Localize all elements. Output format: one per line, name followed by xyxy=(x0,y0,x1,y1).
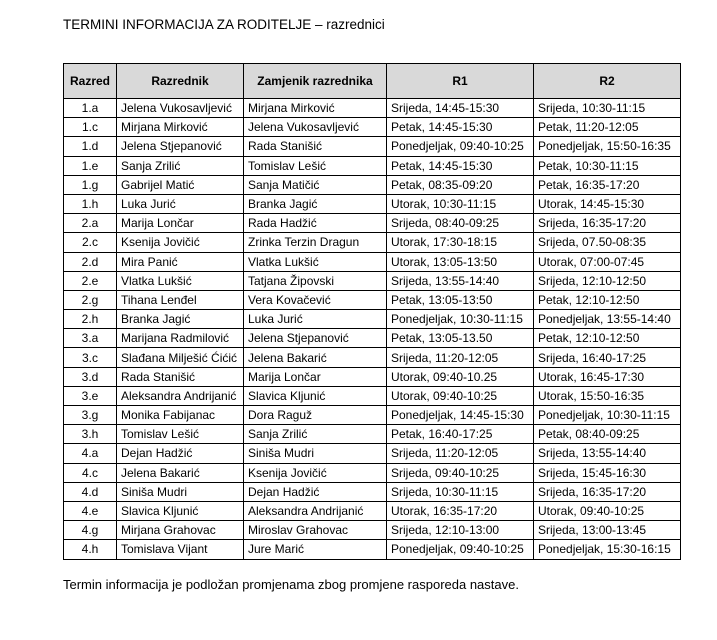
cell-r2: Petak, 11:20-12:05 xyxy=(534,118,681,137)
cell-razrednik: Jelena Bakarić xyxy=(117,463,244,482)
table-row xyxy=(64,118,681,137)
cell-r2: Ponedjeljak, 15:30-16:15 xyxy=(534,540,681,559)
cell-r2: Petak, 16:35-17:20 xyxy=(534,175,681,194)
cell-zamjenik: Mirjana Mirković xyxy=(244,99,387,118)
table-row xyxy=(64,501,681,520)
cell-zamjenik: Sanja Matičić xyxy=(244,175,387,194)
cell-zamjenik: Branka Jagić xyxy=(244,194,387,213)
cell-zamjenik: Dora Raguž xyxy=(244,406,387,425)
cell-razred: 2.e xyxy=(64,271,117,290)
cell-zamjenik: Jelena Stjepanović xyxy=(244,329,387,348)
cell-r1: Srijeda, 11:20-12:05 xyxy=(387,348,534,367)
table-row xyxy=(64,482,681,501)
cell-zamjenik: Dejan Hadžić xyxy=(244,482,387,501)
cell-zamjenik: Ksenija Jovičić xyxy=(244,463,387,482)
cell-razrednik: Mirjana Grahovac xyxy=(117,521,244,540)
cell-r1: Srijeda, 09:40-10:25 xyxy=(387,463,534,482)
cell-r1: Petak, 16:40-17:25 xyxy=(387,425,534,444)
cell-razrednik: Rada Stanišić xyxy=(117,367,244,386)
cell-zamjenik: Jure Marić xyxy=(244,540,387,559)
cell-r2: Srijeda, 13:00-13:45 xyxy=(534,521,681,540)
cell-razred: 3.c xyxy=(64,348,117,367)
cell-r2: Utorak, 16:45-17:30 xyxy=(534,367,681,386)
cell-razred: 3.a xyxy=(64,329,117,348)
cell-razrednik: Dejan Hadžić xyxy=(117,444,244,463)
cell-razred: 4.a xyxy=(64,444,117,463)
cell-razrednik: Tihana Lenđel xyxy=(117,290,244,309)
cell-r2: Srijeda, 16:35-17:20 xyxy=(534,482,681,501)
cell-r2: Petak, 12:10-12:50 xyxy=(534,290,681,309)
cell-razrednik: Mirjana Mirković xyxy=(117,118,244,137)
cell-r1: Utorak, 09:40-10.25 xyxy=(387,367,534,386)
cell-r1: Utorak, 17:30-18:15 xyxy=(387,233,534,252)
cell-zamjenik: Rada Stanišić xyxy=(244,137,387,156)
cell-r2: Srijeda, 16:40-17:25 xyxy=(534,348,681,367)
table-row xyxy=(64,99,681,118)
cell-zamjenik: Aleksandra Andrijanić xyxy=(244,501,387,520)
cell-zamjenik: Miroslav Grahovac xyxy=(244,521,387,540)
table-row xyxy=(64,290,681,309)
cell-zamjenik: Tatjana Žipovski xyxy=(244,271,387,290)
table-row xyxy=(64,310,681,329)
cell-r1: Utorak, 10:30-11:15 xyxy=(387,194,534,213)
cell-zamjenik: Rada Hadžić xyxy=(244,214,387,233)
cell-razred: 2.g xyxy=(64,290,117,309)
table-row xyxy=(64,425,681,444)
cell-razred: 2.c xyxy=(64,233,117,252)
cell-r1: Srijeda, 13:55-14:40 xyxy=(387,271,534,290)
table-row xyxy=(64,175,681,194)
cell-r1: Petak, 14:45-15:30 xyxy=(387,156,534,175)
table-row xyxy=(64,521,681,540)
cell-razrednik: Tomislav Lešić xyxy=(117,425,244,444)
table-row xyxy=(64,137,681,156)
cell-razrednik: Aleksandra Andrijanić xyxy=(117,386,244,405)
cell-r2: Petak, 12:10-12:50 xyxy=(534,329,681,348)
header-razred: Razred xyxy=(64,64,117,99)
cell-r2: Utorak, 07:00-07:45 xyxy=(534,252,681,271)
table-row xyxy=(64,329,681,348)
cell-zamjenik: Tomislav Lešić xyxy=(244,156,387,175)
cell-r1: Petak, 14:45-15:30 xyxy=(387,118,534,137)
cell-r2: Srijeda, 10:30-11:15 xyxy=(534,99,681,118)
cell-razrednik: Mira Panić xyxy=(117,252,244,271)
cell-r2: Srijeda, 15:45-16:30 xyxy=(534,463,681,482)
cell-razrednik: Marijana Radmilović xyxy=(117,329,244,348)
cell-razred: 2.h xyxy=(64,310,117,329)
cell-zamjenik: Luka Jurić xyxy=(244,310,387,329)
cell-zamjenik: Marija Lončar xyxy=(244,367,387,386)
cell-razrednik: Tomislava Vijant xyxy=(117,540,244,559)
cell-razred: 1.a xyxy=(64,99,117,118)
table-row xyxy=(64,156,681,175)
cell-razrednik: Luka Jurić xyxy=(117,194,244,213)
cell-r1: Petak, 13:05-13.50 xyxy=(387,329,534,348)
table-row xyxy=(64,271,681,290)
cell-razred: 1.e xyxy=(64,156,117,175)
cell-r1: Srijeda, 08:40-09:25 xyxy=(387,214,534,233)
table-body xyxy=(64,99,681,560)
cell-razred: 4.g xyxy=(64,521,117,540)
cell-r2: Ponedjeljak, 10:30-11:15 xyxy=(534,406,681,425)
cell-razred: 3.g xyxy=(64,406,117,425)
cell-r1: Srijeda, 14:45-15:30 xyxy=(387,99,534,118)
cell-r2: Petak, 10:30-11:15 xyxy=(534,156,681,175)
header-r2: R2 xyxy=(534,64,681,99)
cell-r1: Utorak, 13:05-13:50 xyxy=(387,252,534,271)
cell-r2: Ponedjeljak, 15:50-16:35 xyxy=(534,137,681,156)
cell-r1: Petak, 08:35-09:20 xyxy=(387,175,534,194)
cell-r1: Petak, 13:05-13:50 xyxy=(387,290,534,309)
cell-razrednik: Siniša Mudri xyxy=(117,482,244,501)
cell-zamjenik: Vera Kovačević xyxy=(244,290,387,309)
cell-razrednik: Jelena Stjepanović xyxy=(117,137,244,156)
cell-razrednik: Ksenija Jovičić xyxy=(117,233,244,252)
cell-razred: 1.d xyxy=(64,137,117,156)
table-row xyxy=(64,367,681,386)
cell-razred: 3.e xyxy=(64,386,117,405)
cell-r2: Srijeda, 16:35-17:20 xyxy=(534,214,681,233)
cell-razred: 3.d xyxy=(64,367,117,386)
cell-razred: 4.c xyxy=(64,463,117,482)
cell-r1: Utorak, 16:35-17:20 xyxy=(387,501,534,520)
table-header-row xyxy=(64,64,681,99)
cell-razrednik: Branka Jagić xyxy=(117,310,244,329)
schedule-table xyxy=(63,63,681,560)
cell-r2: Srijeda, 12:10-12:50 xyxy=(534,271,681,290)
cell-r2: Utorak, 15:50-16:35 xyxy=(534,386,681,405)
cell-r2: Srijeda, 13:55-14:40 xyxy=(534,444,681,463)
cell-r2: Ponedjeljak, 13:55-14:40 xyxy=(534,310,681,329)
cell-razrednik: Slađana Milješić Ćićić xyxy=(117,348,244,367)
cell-r2: Utorak, 14:45-15:30 xyxy=(534,194,681,213)
cell-r2: Srijeda, 07.50-08:35 xyxy=(534,233,681,252)
footnote: Termin informacija je podložan promjenama zbog promjene rasporeda nastave. xyxy=(63,577,519,592)
document-title: TERMINI INFORMACIJA ZA RODITELJE – razrednici xyxy=(63,17,385,32)
table-row xyxy=(64,463,681,482)
cell-zamjenik: Jelena Vukosavljević xyxy=(244,118,387,137)
cell-r1: Srijeda, 11:20-12:05 xyxy=(387,444,534,463)
header-zamjenik: Zamjenik razrednika xyxy=(244,64,387,99)
cell-razred: 4.d xyxy=(64,482,117,501)
table-row xyxy=(64,386,681,405)
cell-razred: 4.h xyxy=(64,540,117,559)
cell-razred: 1.c xyxy=(64,118,117,137)
cell-zamjenik: Jelena Bakarić xyxy=(244,348,387,367)
cell-r1: Ponedjeljak, 10:30-11:15 xyxy=(387,310,534,329)
table-row xyxy=(64,540,681,559)
cell-r1: Srijeda, 10:30-11:15 xyxy=(387,482,534,501)
cell-r1: Ponedjeljak, 09:40-10:25 xyxy=(387,540,534,559)
cell-r1: Ponedjeljak, 09:40-10:25 xyxy=(387,137,534,156)
cell-r2: Utorak, 09:40-10:25 xyxy=(534,501,681,520)
cell-razred: 2.a xyxy=(64,214,117,233)
table-row xyxy=(64,406,681,425)
cell-razred: 4.e xyxy=(64,501,117,520)
cell-zamjenik: Sanja Zrilić xyxy=(244,425,387,444)
cell-razrednik: Jelena Vukosavljević xyxy=(117,99,244,118)
cell-zamjenik: Vlatka Lukšić xyxy=(244,252,387,271)
cell-razred: 1.h xyxy=(64,194,117,213)
table-row xyxy=(64,444,681,463)
cell-r1: Ponedjeljak, 14:45-15:30 xyxy=(387,406,534,425)
header-razrednik: Razrednik xyxy=(117,64,244,99)
cell-razrednik: Sanja Zrilić xyxy=(117,156,244,175)
cell-r1: Srijeda, 12:10-13:00 xyxy=(387,521,534,540)
table-row xyxy=(64,214,681,233)
cell-razrednik: Gabrijel Matić xyxy=(117,175,244,194)
cell-razred: 1.g xyxy=(64,175,117,194)
table-row xyxy=(64,194,681,213)
cell-r2: Petak, 08:40-09:25 xyxy=(534,425,681,444)
cell-razrednik: Marija Lončar xyxy=(117,214,244,233)
table-row xyxy=(64,252,681,271)
table-row xyxy=(64,348,681,367)
table-row xyxy=(64,233,681,252)
cell-razred: 3.h xyxy=(64,425,117,444)
cell-zamjenik: Zrinka Terzin Dragun xyxy=(244,233,387,252)
header-r1: R1 xyxy=(387,64,534,99)
cell-razred: 2.d xyxy=(64,252,117,271)
cell-razrednik: Vlatka Lukšić xyxy=(117,271,244,290)
cell-razrednik: Slavica Kljunić xyxy=(117,501,244,520)
cell-zamjenik: Siniša Mudri xyxy=(244,444,387,463)
cell-razrednik: Monika Fabijanac xyxy=(117,406,244,425)
cell-zamjenik: Slavica Kljunić xyxy=(244,386,387,405)
cell-r1: Utorak, 09:40-10:25 xyxy=(387,386,534,405)
